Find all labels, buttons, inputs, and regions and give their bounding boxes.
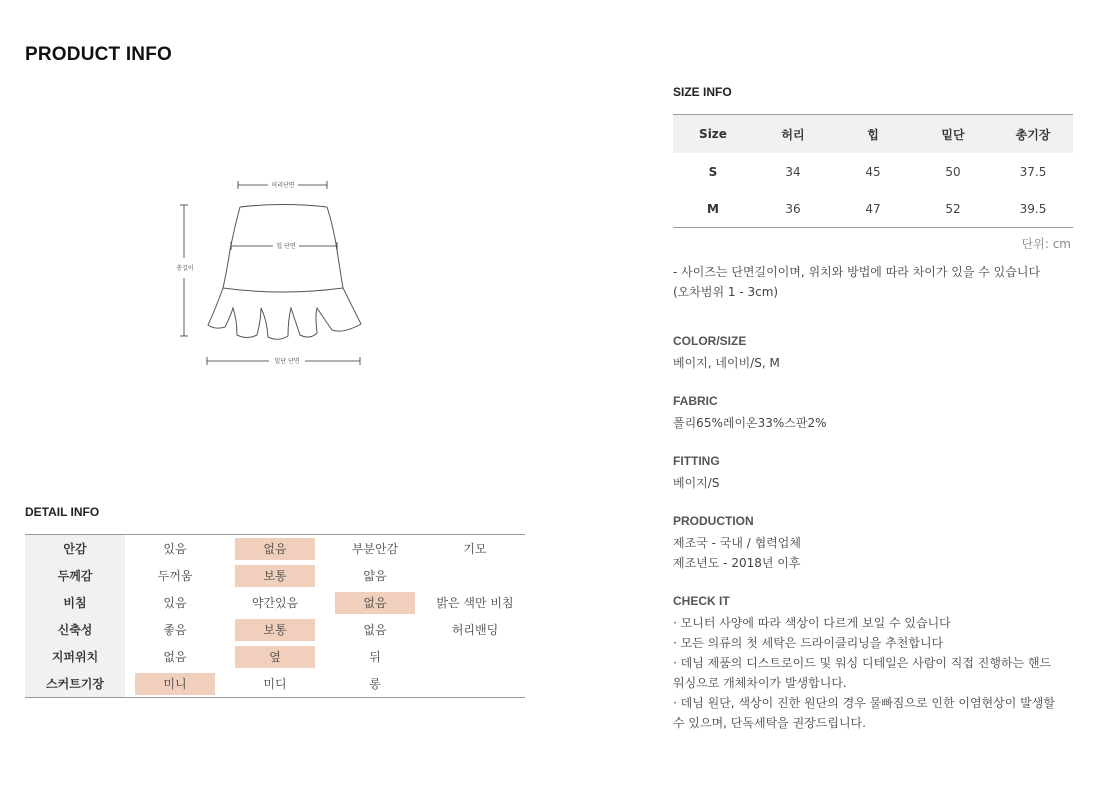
detail-row-label: 스커트기장	[25, 670, 125, 698]
detail-option-cell	[425, 535, 525, 563]
color-size-block	[673, 334, 1083, 373]
size-info-table	[673, 114, 1073, 228]
detail-option-cell	[225, 535, 325, 563]
detail-option-cell	[125, 589, 225, 616]
detail-row	[25, 616, 525, 643]
detail-option-selected: 옆	[235, 646, 315, 668]
detail-option-cell	[125, 616, 225, 643]
check-it-line: · 모니터 사양에 따라 색상이 다르게 보일 수 있습니다	[673, 616, 951, 630]
color-size-value: 베이지, 네이비/S, M	[673, 356, 780, 370]
detail-option-cell	[425, 643, 525, 670]
detail-row-label: 두께감	[25, 562, 125, 589]
detail-option-cell	[425, 616, 525, 643]
check-it-label: CHECK IT	[673, 594, 730, 608]
fitting-label: FITTING	[673, 454, 720, 468]
detail-row-label: 안감	[25, 535, 125, 563]
detail-option: 밝은 색만 비침	[436, 595, 514, 610]
hem-cell: 50	[945, 164, 961, 179]
production-line: 제조국 - 국내 / 협력업체	[673, 536, 801, 550]
detail-option-selected: 없음	[235, 538, 315, 560]
production-line: 제조년도 - 2018년 이후	[673, 556, 801, 570]
fitting-block	[673, 454, 1083, 493]
detail-option-cell	[325, 562, 425, 589]
detail-option-cell	[325, 589, 425, 616]
detail-option-selected: 보통	[235, 619, 315, 641]
detail-option: 없음	[163, 649, 187, 664]
detail-option: 좋음	[163, 622, 187, 637]
hip-column-header: 힙	[833, 115, 913, 154]
hip-label: 힙 단면	[276, 243, 296, 250]
detail-option-cell	[225, 670, 325, 698]
check-it-line: 수 있으며, 단독세탁을 권장드립니다.	[673, 716, 866, 730]
detail-row-label: 지퍼위치	[25, 643, 125, 670]
detail-option: 롱	[369, 676, 381, 691]
detail-option-cell	[225, 562, 325, 589]
hem-label: 밑단 단면	[274, 358, 300, 365]
detail-option-cell	[125, 535, 225, 563]
detail-option: 약간있음	[251, 595, 299, 610]
check-it-line: · 데님 원단, 색상이 진한 원단의 경우 물빠짐으로 인한 이염현상이 발생할	[673, 696, 1055, 710]
detail-option-cell	[325, 616, 425, 643]
detail-option	[435, 671, 515, 693]
detail-info-table	[25, 534, 525, 698]
length-label: 총길이	[176, 265, 194, 272]
detail-option-cell	[125, 643, 225, 670]
detail-option-cell	[325, 535, 425, 563]
detail-option-cell	[425, 589, 525, 616]
fitting-value: 베이지/S	[673, 476, 720, 490]
detail-option: 미디	[263, 676, 287, 691]
detail-row	[25, 589, 525, 616]
length-cell: 39.5	[1019, 201, 1047, 216]
detail-row	[25, 562, 525, 589]
detail-option-cell	[325, 643, 425, 670]
size-column-header: Size	[673, 115, 753, 154]
detail-row	[25, 643, 525, 670]
length-column-header: 총기장	[993, 115, 1073, 154]
fabric-label: FABRIC	[673, 394, 718, 408]
detail-option: 허리밴딩	[451, 622, 499, 637]
waist-column-header: 허리	[753, 115, 833, 154]
check-it-block	[673, 594, 1083, 733]
detail-option-cell	[325, 670, 425, 698]
detail-option	[435, 563, 515, 585]
detail-option: 뒤	[369, 649, 381, 664]
hem-column-header: 밑단	[913, 115, 993, 154]
size-note-line: (오차범위 1 - 3cm)	[673, 285, 779, 299]
color-size-label: COLOR/SIZE	[673, 334, 747, 348]
waist-label: 허리단면	[271, 182, 295, 189]
size-note	[673, 262, 1073, 302]
fabric-block	[673, 394, 1083, 433]
check-it-line: 워싱으로 개체차이가 발생합니다.	[673, 676, 847, 690]
size-cell: M	[707, 201, 719, 216]
size-info-heading: SIZE INFO	[673, 85, 732, 99]
detail-option-cell	[125, 562, 225, 589]
detail-row	[25, 670, 525, 698]
detail-option-cell	[125, 670, 225, 698]
detail-option: 있음	[163, 595, 187, 610]
skirt-illustration	[165, 170, 385, 375]
waist-cell: 36	[785, 201, 801, 216]
detail-option: 얇음	[363, 568, 387, 583]
check-it-line: · 데님 제품의 디스트로이드 및 워싱 디테일은 사람이 직접 진행하는 핸드	[673, 656, 1052, 670]
detail-option	[435, 644, 515, 666]
production-block	[673, 514, 1083, 573]
detail-option-cell	[425, 562, 525, 589]
detail-option-cell	[225, 616, 325, 643]
length-cell: 37.5	[1019, 164, 1047, 179]
size-row-s	[673, 153, 1073, 190]
size-note-line: - 사이즈는 단면길이이며, 위치와 방법에 따라 차이가 있을 수 있습니다	[673, 265, 1041, 279]
skirt-outline	[208, 205, 361, 340]
hip-cell: 47	[865, 201, 881, 216]
fabric-value: 폴리65%레이온33%스판2%	[673, 416, 827, 430]
detail-option: 두꺼움	[157, 568, 193, 583]
size-table-header-row	[673, 115, 1073, 154]
detail-row	[25, 535, 525, 563]
detail-row-label: 신축성	[25, 616, 125, 643]
page-title: PRODUCT INFO	[25, 44, 173, 65]
production-label: PRODUCTION	[673, 514, 754, 528]
detail-info-heading: DETAIL INFO	[25, 505, 100, 519]
detail-row-label: 비침	[25, 589, 125, 616]
detail-option: 있음	[163, 541, 187, 556]
hem-cell: 52	[945, 201, 961, 216]
detail-option: 기모	[463, 541, 487, 556]
detail-option: 없음	[363, 622, 387, 637]
size-cell: S	[708, 164, 718, 179]
detail-option-selected: 없음	[335, 592, 415, 614]
detail-option-cell	[225, 589, 325, 616]
detail-option-cell	[225, 643, 325, 670]
detail-option-selected: 미니	[135, 673, 215, 695]
check-it-line: · 모든 의류의 첫 세탁은 드라이클리닝을 추천합니다	[673, 636, 944, 650]
detail-option-selected: 보통	[235, 565, 315, 587]
detail-option: 부분안감	[351, 541, 399, 556]
unit-note: 단위: cm	[1021, 237, 1071, 251]
detail-option-cell	[425, 670, 525, 698]
hip-cell: 45	[865, 164, 881, 179]
size-row-m	[673, 190, 1073, 228]
waist-cell: 34	[785, 164, 801, 179]
skirt-size-diagram	[165, 170, 385, 375]
